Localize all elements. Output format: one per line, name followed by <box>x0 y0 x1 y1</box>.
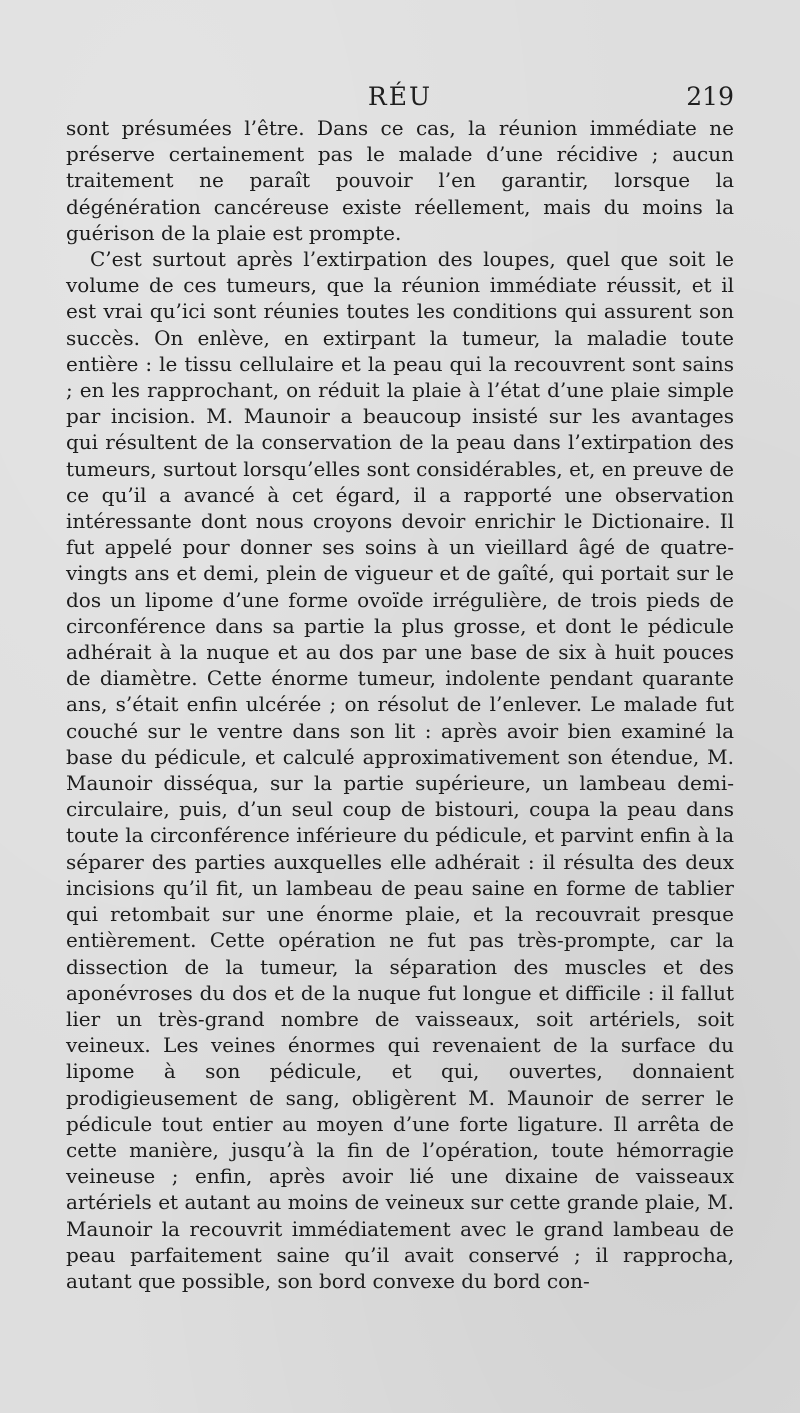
paragraph: sont présumées l’être. Dans ce cas, la réunion immédiate ne préserve certainement pas le malade d’une récidive ; aucun traitement ne paraît pouvoir l’en garantir, lorsque la dégénération cancéreuse existe réellement, mais du moins la guérison de la plaie est prompte. <box>66 116 734 245</box>
running-head: RÉU <box>367 82 433 111</box>
body-text <box>66 115 734 1294</box>
page-header <box>66 82 734 112</box>
page-number: 219 <box>686 82 734 111</box>
paragraph: C’est surtout après l’extirpation des loupes, quel que soit le volume de ces tumeurs, que la réunion immédiate réussit, et il est vrai qu’ici sont réunies toutes les conditions qui assurent son succès. On enlève, en extirpant la tumeur, la maladie toute entière : le tissu cellulaire et la peau qui la recouvrent sont sains ; en les rapprochant, on réduit la plaie à l’état d’une plaie simple par incision. M. Maunoir a beaucoup insisté sur les avantages qui résultent de la conservation de la peau dans l’extirpation des tumeurs, surtout lorsqu’elles sont considérables, et, en preuve de ce qu’il a avancé à cet égard, il a rapporté une observation intéressante dont nous croyons devoir enrichir le Dictionaire. Il fut appelé pour donner ses soins à un vieillard âgé de quatre-vingts ans et demi, plein de vigueur et de gaîté, qui portait sur le dos un lipome d’une forme ovoïde irrégulière, de trois pieds de circonférence dans sa partie la plus grosse, et dont le pédicule adhérait à la nuque et au dos par une base de six à huit pouces de diamètre. Cette énorme tumeur, indolente pendant quarante ans, s’était enfin ulcérée ; on résolut de l’enlever. Le malade fut couché sur le ventre dans son lit : après avoir bien examiné la base du pédicule, et calculé approximativement son étendue, M. Maunoir disséqua, sur la partie supérieure, un lambeau demi-circulaire, puis, d’un seul coup de bistouri, coupa la peau dans toute la circonférence inférieure du pédicule, et parvint enfin à la séparer des parties auxquelles elle adhérait : il résulta des deux incisions qu’il fit, un lambeau de peau saine en forme de tablier qui retombait sur une énorme plaie, et la recouvrait presque entièrement. Cette opération ne fut pas très-prompte, car la dissection de la tumeur, la séparation des muscles et des aponévroses du dos et de la nuque fut longue et difficile : il fallut lier un très-grand nombre de vaisseaux, soit artériels, soit veineux. Les veines énormes qui revenaient de la surface du lipome à son pédicule, et qui, ouvertes, donnaient prodigieusement de sang, obligèrent M. Maunoir de serrer le pédicule tout entier au moyen d’une forte ligature. Il arrêta de cette manière, jusqu’à la fin de l’opération, toute hémorragie veineuse ; enfin, après avoir lié une dixaine de vaisseaux artériels et autant au moins de veineux sur cette grande plaie, M. Maunoir la recouvrit immédiatement avec le grand lambeau de peau parfaitement saine qu’il avait conservé ; il rapprocha, autant que possible, son bord convexe du bord con- <box>66 247 734 1293</box>
